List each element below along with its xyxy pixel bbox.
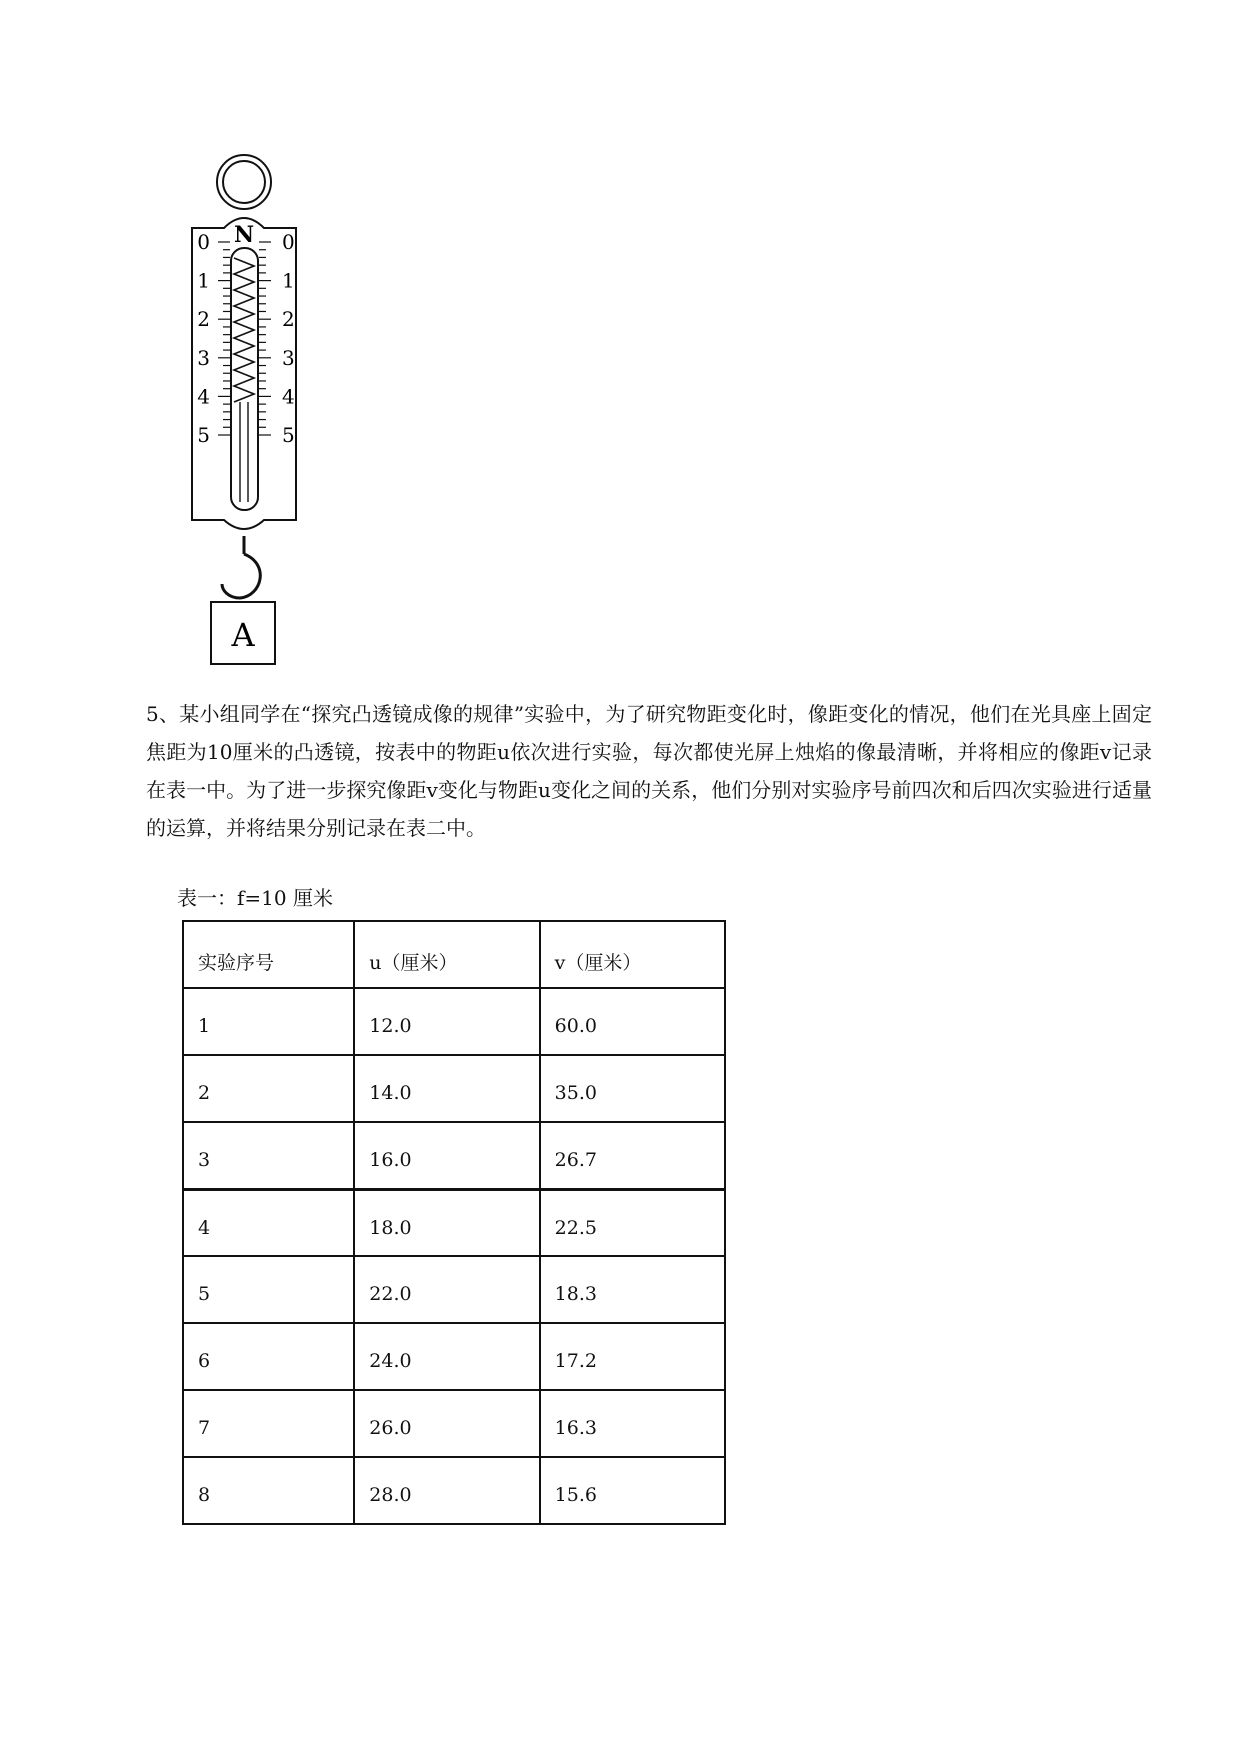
- cell-u: 12.0: [354, 988, 539, 1055]
- cell-u: 18.0: [354, 1189, 539, 1256]
- header-trial-number: 实验序号: [183, 921, 354, 988]
- scale-label-right: 1: [282, 268, 295, 293]
- spring-coil: [234, 258, 254, 402]
- table-row: [183, 1256, 725, 1323]
- cell-u: 14.0: [354, 1055, 539, 1122]
- header-image-distance: v（厘米）: [540, 921, 725, 988]
- scale-ticks: [218, 242, 271, 435]
- scale-label-right: 4: [282, 384, 295, 409]
- scale-label-left: 0: [197, 230, 210, 254]
- cell-u: 22.0: [354, 1256, 539, 1323]
- cell-trial: 4: [183, 1189, 354, 1256]
- scale-ring-inner: [223, 161, 265, 203]
- cell-u: 28.0: [354, 1457, 539, 1524]
- scale-slot: [231, 248, 258, 510]
- scale-ring: [217, 155, 271, 209]
- scale-label-left: 5: [197, 423, 210, 447]
- cell-trial: 5: [183, 1256, 354, 1323]
- cell-u: 24.0: [354, 1323, 539, 1390]
- scale-label-left: 4: [197, 384, 210, 409]
- cell-trial: 3: [183, 1122, 354, 1189]
- cell-v: 15.6: [540, 1457, 725, 1524]
- cell-v: 16.3: [540, 1390, 725, 1457]
- table-header-row: [183, 921, 725, 988]
- header-object-distance: u（厘米）: [354, 921, 539, 988]
- table-row: [183, 988, 725, 1055]
- scale-label-right: 2: [282, 307, 295, 332]
- data-table: [182, 920, 726, 1525]
- scale-label-left: 3: [197, 345, 210, 370]
- cell-v: 26.7: [540, 1122, 725, 1189]
- cell-trial: 1: [183, 988, 354, 1055]
- table-row: [183, 1122, 725, 1189]
- cell-u: 16.0: [354, 1122, 539, 1189]
- cell-trial: 6: [183, 1323, 354, 1390]
- cell-v: 60.0: [540, 988, 725, 1055]
- scale-label-right: 5: [282, 423, 295, 447]
- scale-label-left: 2: [197, 307, 210, 332]
- problem-text: 5、某小组同学在“探究凸透镜成像的规律”实验中，为了研究物距变化时，像距变化的情况，他们在光具座上固定焦距为10厘米的凸透镜，按表中的物距u依次进行实验，每次都使光屏上烛焰的像最清晰，并将相应的像距v记录在表一中。为了进一步探究像距v变化与物距u变化之间的关系，他们分别对实验序号前四次和后四次实验进行适量的运算，并将结果分别记录在表二中。: [146, 702, 1152, 840]
- table-row: [183, 1390, 725, 1457]
- scale-label-left: 1: [197, 268, 210, 293]
- table-row: [183, 1323, 725, 1390]
- scale-label-right: 0: [282, 230, 295, 254]
- cell-trial: 7: [183, 1390, 354, 1457]
- scale-label-right: 3: [282, 345, 295, 370]
- table-row: [183, 1055, 725, 1122]
- table-row: [183, 1189, 725, 1256]
- table-caption: 表一：f=10 厘米: [177, 886, 333, 910]
- table-row: [183, 1457, 725, 1524]
- cell-trial: 2: [183, 1055, 354, 1122]
- cell-trial: 8: [183, 1457, 354, 1524]
- block-label: A: [231, 616, 255, 654]
- cell-u: 26.0: [354, 1390, 539, 1457]
- cell-v: 18.3: [540, 1256, 725, 1323]
- cell-v: 35.0: [540, 1055, 725, 1122]
- hook: [222, 554, 260, 598]
- spring-scale-figure: [186, 150, 302, 670]
- cell-v: 22.5: [540, 1189, 725, 1256]
- scale-top-letter: N: [233, 222, 255, 248]
- cell-v: 17.2: [540, 1323, 725, 1390]
